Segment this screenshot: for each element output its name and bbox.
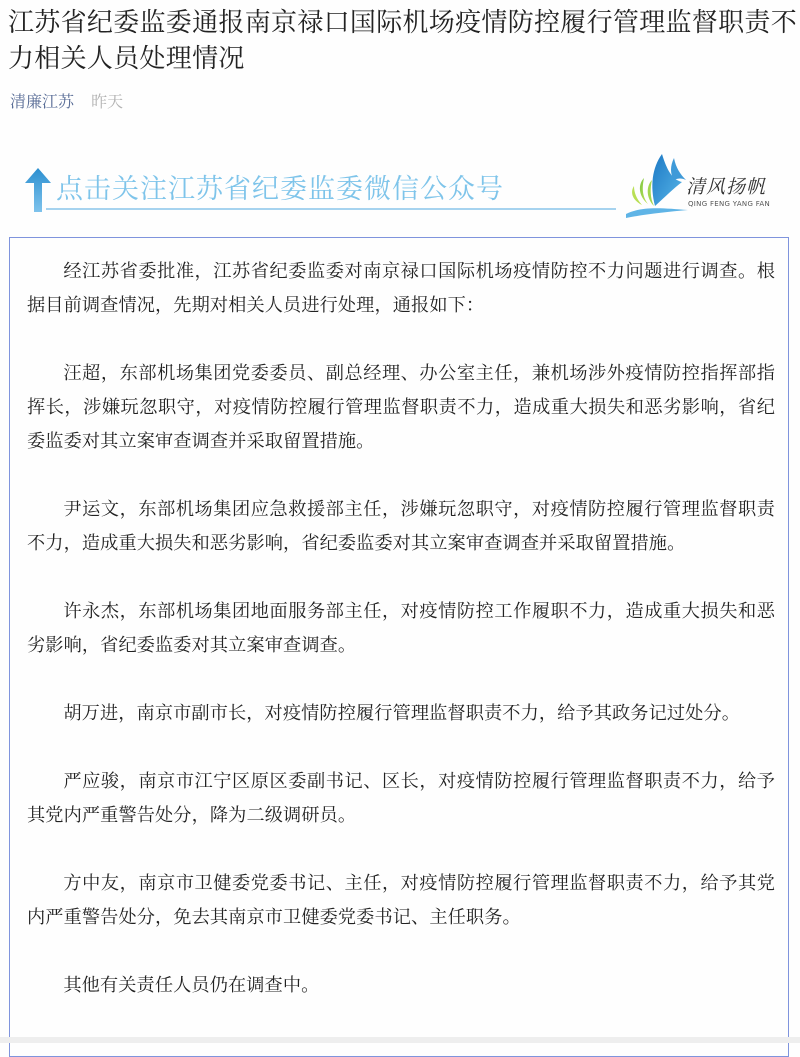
body-paragraph: 其他有关责任人员仍在调查中。	[63, 975, 320, 996]
body-paragraph: 方中友，南京市卫健委党委书记、主任，对疫情防控履行管理监督职责不力，给予其党内严重警告处分，免去其南京市卫健委党委书记、主任职务。	[27, 873, 775, 928]
banner-underline	[46, 208, 616, 210]
body-paragraph: 经江苏省委批准，江苏省纪委监委对南京禄口国际机场疫情防控不力问题进行调查。根据目前调查情况，先期对相关人员进行处理，通报如下：	[27, 261, 775, 316]
page-bottom-edge	[0, 1037, 800, 1043]
body-paragraph: 许永杰，东部机场集团地面服务部主任，对疫情防控工作履职不力，造成重大损失和恶劣影响，省纪委监委对其立案审查调查。	[27, 601, 775, 656]
body-paragraph: 严应骏，南京市江宁区原区委副书记、区长，对疫情防控履行管理监督职责不力，给予其党内严重警告处分，降为二级调研员。	[27, 771, 775, 826]
body-paragraph: 汪超，东部机场集团党委委员、副总经理、办公室主任，兼机场涉外疫情防控指挥部指挥长，涉嫌玩忽职守，对疫情防控履行管理监督职责不力，造成重大损失和恶劣影响，省纪委监委对其立案审查调查并采取留置措施。	[27, 363, 775, 452]
publish-time: 昨天	[91, 92, 124, 111]
qingfeng-yangfan-logo	[622, 150, 792, 220]
follow-account-banner[interactable]	[22, 160, 622, 220]
article-meta	[10, 92, 123, 112]
follow-banner-text: 点击关注江苏省纪委监委微信公众号	[56, 174, 504, 205]
account-name-link[interactable]: 清廉江苏	[10, 92, 75, 111]
logo-name-cn: 清风扬帆	[686, 176, 767, 198]
arrow-up-icon	[24, 168, 52, 212]
body-paragraph: 尹运文，东部机场集团应急救援部主任，涉嫌玩忽职守，对疫情防控履行管理监督职责不力，造成重大损失和恶劣影响，省纪委监委对其立案审查调查并采取留置措施。	[27, 499, 775, 554]
logo-name-en: QING FENG YANG FAN	[688, 200, 771, 208]
sail-logo-icon	[622, 150, 692, 220]
body-paragraph: 胡万进，南京市副市长，对疫情防控履行管理监督职责不力，给予其政务记过处分。	[63, 703, 741, 724]
article-body	[27, 255, 775, 1037]
article-title: 江苏省纪委监委通报南京禄口国际机场疫情防控履行管理监督职责不力相关人员处理情况	[8, 8, 798, 74]
